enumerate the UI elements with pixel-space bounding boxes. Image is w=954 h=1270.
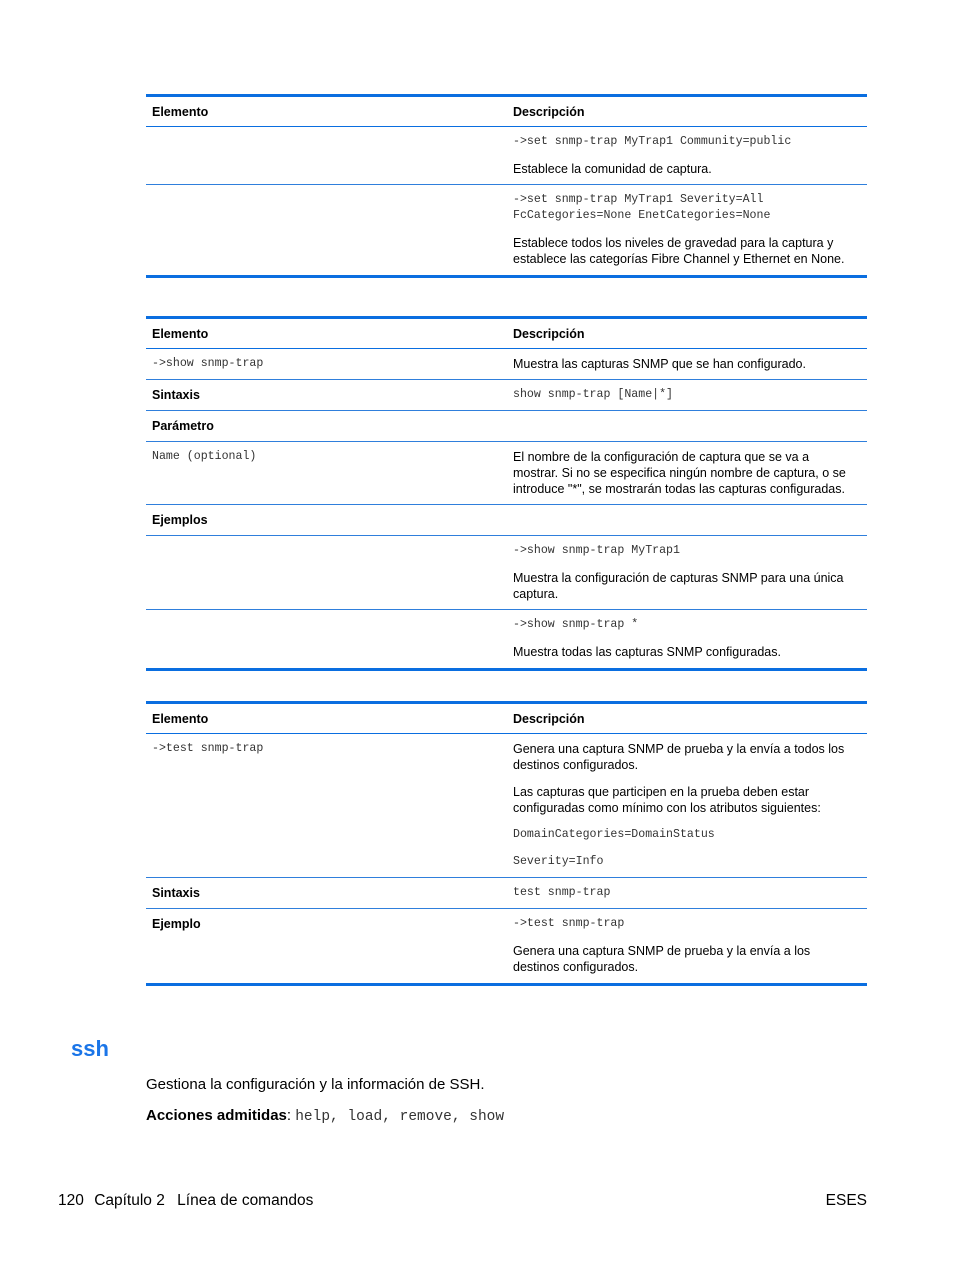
empty-cell	[507, 505, 867, 535]
parameter-name: Name (optional)	[152, 450, 257, 463]
description-text-line3: introduce "*", se mostrarán todas las capturas configuradas.	[513, 482, 845, 496]
supported-actions-label: Acciones admitidas	[146, 1107, 287, 1124]
command-example-line2: FcCategories=None EnetCategories=None	[513, 209, 771, 222]
header-descripcion: Descripción	[513, 327, 585, 341]
supported-actions	[146, 1107, 504, 1125]
description-cell	[507, 185, 867, 275]
examples-label: Ejemplos	[152, 513, 208, 527]
command-example-line1: ->set snmp-trap MyTrap1 Severity=All	[513, 193, 764, 206]
table-test-snmp-trap	[146, 701, 867, 986]
description-cell	[507, 734, 867, 877]
description-text-line2: establece las categorías Fibre Channel y Ethernet en None.	[513, 252, 845, 266]
table-row	[146, 505, 867, 536]
description-text-line1: Genera una captura SNMP de prueba y la envía a los	[513, 944, 811, 958]
table-row	[146, 380, 867, 411]
table-row	[146, 411, 867, 442]
element-cell	[146, 185, 507, 275]
command-example: ->test snmp-trap	[513, 917, 625, 930]
syntax-label: Sintaxis	[152, 886, 200, 900]
table-row	[146, 536, 867, 610]
description-text-line1: Muestra la configuración de capturas SNMP para una única	[513, 571, 844, 585]
description-text: Muestra todas las capturas SNMP configuradas.	[513, 645, 781, 659]
section-description: Gestiona la configuración y la información de SSH.	[146, 1076, 485, 1093]
description-text-line2: captura.	[513, 587, 559, 601]
attribute-domain-categories: DomainCategories=DomainStatus	[513, 828, 715, 841]
page-footer-left	[58, 1192, 313, 1210]
header-descripcion: Descripción	[513, 712, 585, 726]
header-elemento: Elemento	[152, 105, 209, 119]
description-cell	[507, 536, 867, 609]
empty-cell	[507, 411, 867, 441]
description-text-line1: Establece todos los niveles de gravedad para la captura y	[513, 236, 834, 250]
table-row	[146, 185, 867, 275]
description-text-line4: configuradas como mínimo con los atributos siguientes:	[513, 801, 821, 815]
command-name: ->test snmp-trap	[152, 742, 264, 755]
header-elemento: Elemento	[152, 712, 209, 726]
table-row	[146, 610, 867, 668]
header-elemento: Elemento	[152, 327, 209, 341]
element-cell	[146, 536, 507, 609]
description-text-line2: destinos configurados.	[513, 960, 639, 974]
chapter-title: Línea de comandos	[177, 1192, 314, 1209]
table-row	[146, 909, 867, 983]
element-cell	[146, 127, 507, 184]
page-number: 120	[58, 1192, 84, 1209]
table-set-snmp-trap-examples	[146, 94, 867, 278]
description-cell	[507, 442, 867, 504]
table-row	[146, 734, 867, 878]
syntax-label: Sintaxis	[152, 388, 200, 402]
table-row	[146, 127, 867, 185]
description-text-line1: El nombre de la configuración de captura que se va a	[513, 450, 810, 464]
syntax-value: show snmp-trap [Name|*]	[513, 388, 674, 401]
parameter-label: Parámetro	[152, 419, 214, 433]
description-text: Establece la comunidad de captura.	[513, 162, 712, 176]
header-descripcion: Descripción	[513, 105, 585, 119]
syntax-value: test snmp-trap	[513, 886, 611, 899]
description-text: Muestra las capturas SNMP que se han configurado.	[513, 357, 806, 371]
description-cell	[507, 909, 867, 983]
table-show-snmp-trap	[146, 316, 867, 671]
chapter-label: Capítulo 2	[94, 1192, 165, 1209]
table-row	[146, 349, 867, 380]
table-row	[146, 878, 867, 909]
description-cell	[507, 127, 867, 184]
element-cell	[146, 610, 507, 668]
table-header	[146, 319, 867, 349]
supported-actions-value: help, load, remove, show	[295, 1109, 505, 1125]
attribute-severity: Severity=Info	[513, 855, 604, 868]
example-label: Ejemplo	[152, 917, 201, 931]
command-name: ->show snmp-trap	[152, 357, 264, 370]
table-row	[146, 442, 867, 505]
command-example: ->show snmp-trap MyTrap1	[513, 544, 680, 557]
description-text-line1: Genera una captura SNMP de prueba y la envía a todos los	[513, 742, 845, 756]
command-example: ->show snmp-trap *	[513, 618, 639, 631]
table-header	[146, 704, 867, 734]
description-cell	[507, 610, 867, 668]
description-text-line3: Las capturas que participen en la prueba deben estar	[513, 785, 810, 799]
description-text-line2: mostrar. Si no se especifica ningún nombre de captura, o se	[513, 466, 846, 480]
command-example: ->set snmp-trap MyTrap1 Community=public	[513, 135, 792, 148]
locale-code: ESES	[825, 1192, 867, 1209]
section-heading-ssh: ssh	[71, 1036, 109, 1061]
supported-actions-separator: :	[286, 1107, 296, 1124]
description-text-line2: destinos configurados.	[513, 758, 639, 772]
table-header	[146, 97, 867, 127]
